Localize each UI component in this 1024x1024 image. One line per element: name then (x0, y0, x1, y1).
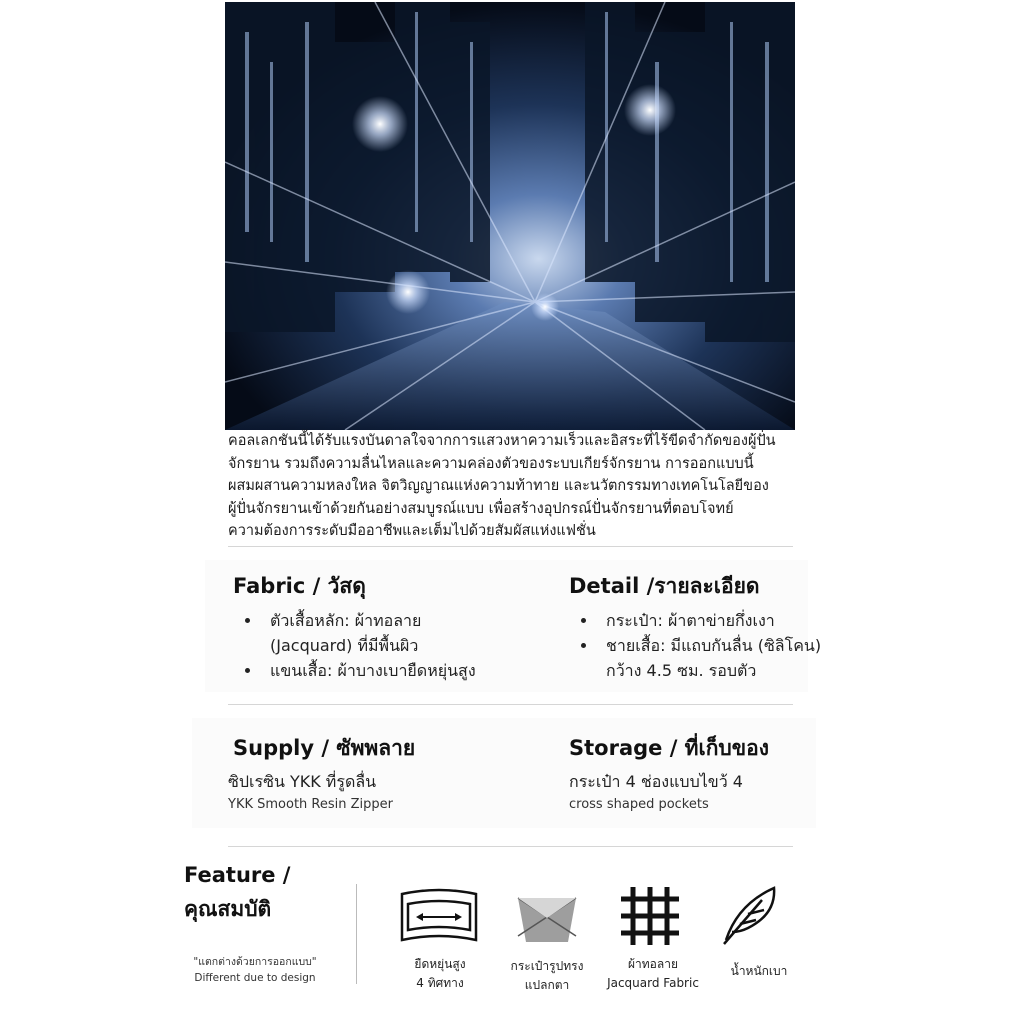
list-item-text: (Jacquard) ที่มีพื้นผิว (270, 636, 419, 655)
list-item-text: • ตัวเสื้อหลัก: ผ้าทอลาย (270, 611, 422, 630)
divider (228, 846, 793, 847)
list-item-text: • กระเป๋า: ผ้าตาข่ายกึ่งเงา (606, 611, 775, 630)
list-item (262, 658, 476, 683)
feather-icon (718, 884, 780, 950)
feature-label-pocket (495, 957, 599, 995)
intro-line: คอลเลกชันนี้ได้รับแรงบันดาลใจจากการแสวงหาความเร็วและอิสระที่ไร้ขีดจำกัดของผู้ปั่น (228, 433, 776, 449)
list-item (598, 633, 821, 683)
list-item-text: กว้าง 4.5 ซม. รอบตัว (606, 661, 757, 680)
jacquard-grid-icon (617, 883, 683, 953)
feature-label-stretch (387, 955, 493, 993)
four-way-stretch-icon (400, 888, 478, 950)
feature-label-line: น้ำหนักเบา (730, 964, 788, 978)
vertical-divider (356, 884, 357, 984)
feature-title-line: Feature / (184, 863, 291, 887)
pocket-shape-icon (516, 896, 578, 950)
feature-label-jacquard (596, 955, 710, 993)
feature-label-line: ผ้าทอลาย (627, 957, 678, 971)
list-item (598, 608, 821, 633)
fabric-title: Fabric / วัสดุ (233, 574, 366, 598)
feature-label-lightweight (706, 962, 812, 981)
detail-title: Detail /รายละเอียด (569, 574, 760, 598)
list-item-text: • แขนเสื้อ: ผ้าบางเบายืดหยุ่นสูง (270, 661, 476, 680)
feature-label-line: แปลกตา (524, 978, 570, 992)
quote-english: Different due to design (194, 972, 316, 984)
feature-title-line: คุณสมบัติ (184, 897, 272, 921)
intro-line: ผสมผสานความหลงใหล จิตวิญญาณแห่งความท้าทาย และนวัตกรรมทางเทคโนโลยีของ (228, 478, 769, 494)
supply-text: ซิปเรซิน YKK ที่รูดลื่น (228, 772, 377, 791)
intro-line: ผู้ปั่นจักรยานเข้าด้วยกันอย่างสมบูรณ์แบบ เพื่อสร้างอุปกรณ์ปั่นจักรยานที่ตอบโจทย์ (228, 500, 734, 517)
fabric-list (240, 608, 476, 683)
feature-label-line: ยืดหยุ่นสูง (414, 957, 466, 971)
list-item-text: • ชายเสื้อ: มีแถบกันลื่น (ซิลิโคน) (606, 636, 822, 655)
storage-text: กระเป๋า 4 ช่องแบบไขว้ 4 (569, 772, 743, 791)
list-item (262, 608, 476, 658)
feature-label-line: Jacquard Fabric (607, 976, 699, 990)
storage-title: Storage / ที่เก็บของ (569, 736, 769, 760)
intro-paragraph (228, 430, 828, 543)
quote-thai: "แตกต่างด้วยการออกแบบ" (193, 956, 317, 968)
feature-label-line: 4 ทิศทาง (416, 976, 464, 990)
divider (228, 704, 793, 705)
supply-subtext: YKK Smooth Resin Zipper (228, 797, 393, 812)
storage-subtext: cross shaped pockets (569, 797, 709, 812)
divider (228, 546, 793, 547)
supply-title: Supply / ซัพพลาย (233, 736, 416, 760)
intro-line: ความต้องการระดับมืออาชีพและเต็มไปด้วยสัมผัสแห่งแฟชั่น (228, 523, 596, 539)
feature-quote (175, 954, 335, 986)
hero-city-motion-photo (225, 2, 795, 430)
detail-list (576, 608, 821, 683)
intro-line: จักรยาน รวมถึงความลื่นไหลและความคล่องตัวของระบบเกียร์จักรยาน การออกแบบนี้ (228, 455, 754, 472)
feature-title (184, 858, 290, 926)
feature-label-line: กระเป๋ารูปทรง (510, 959, 584, 973)
